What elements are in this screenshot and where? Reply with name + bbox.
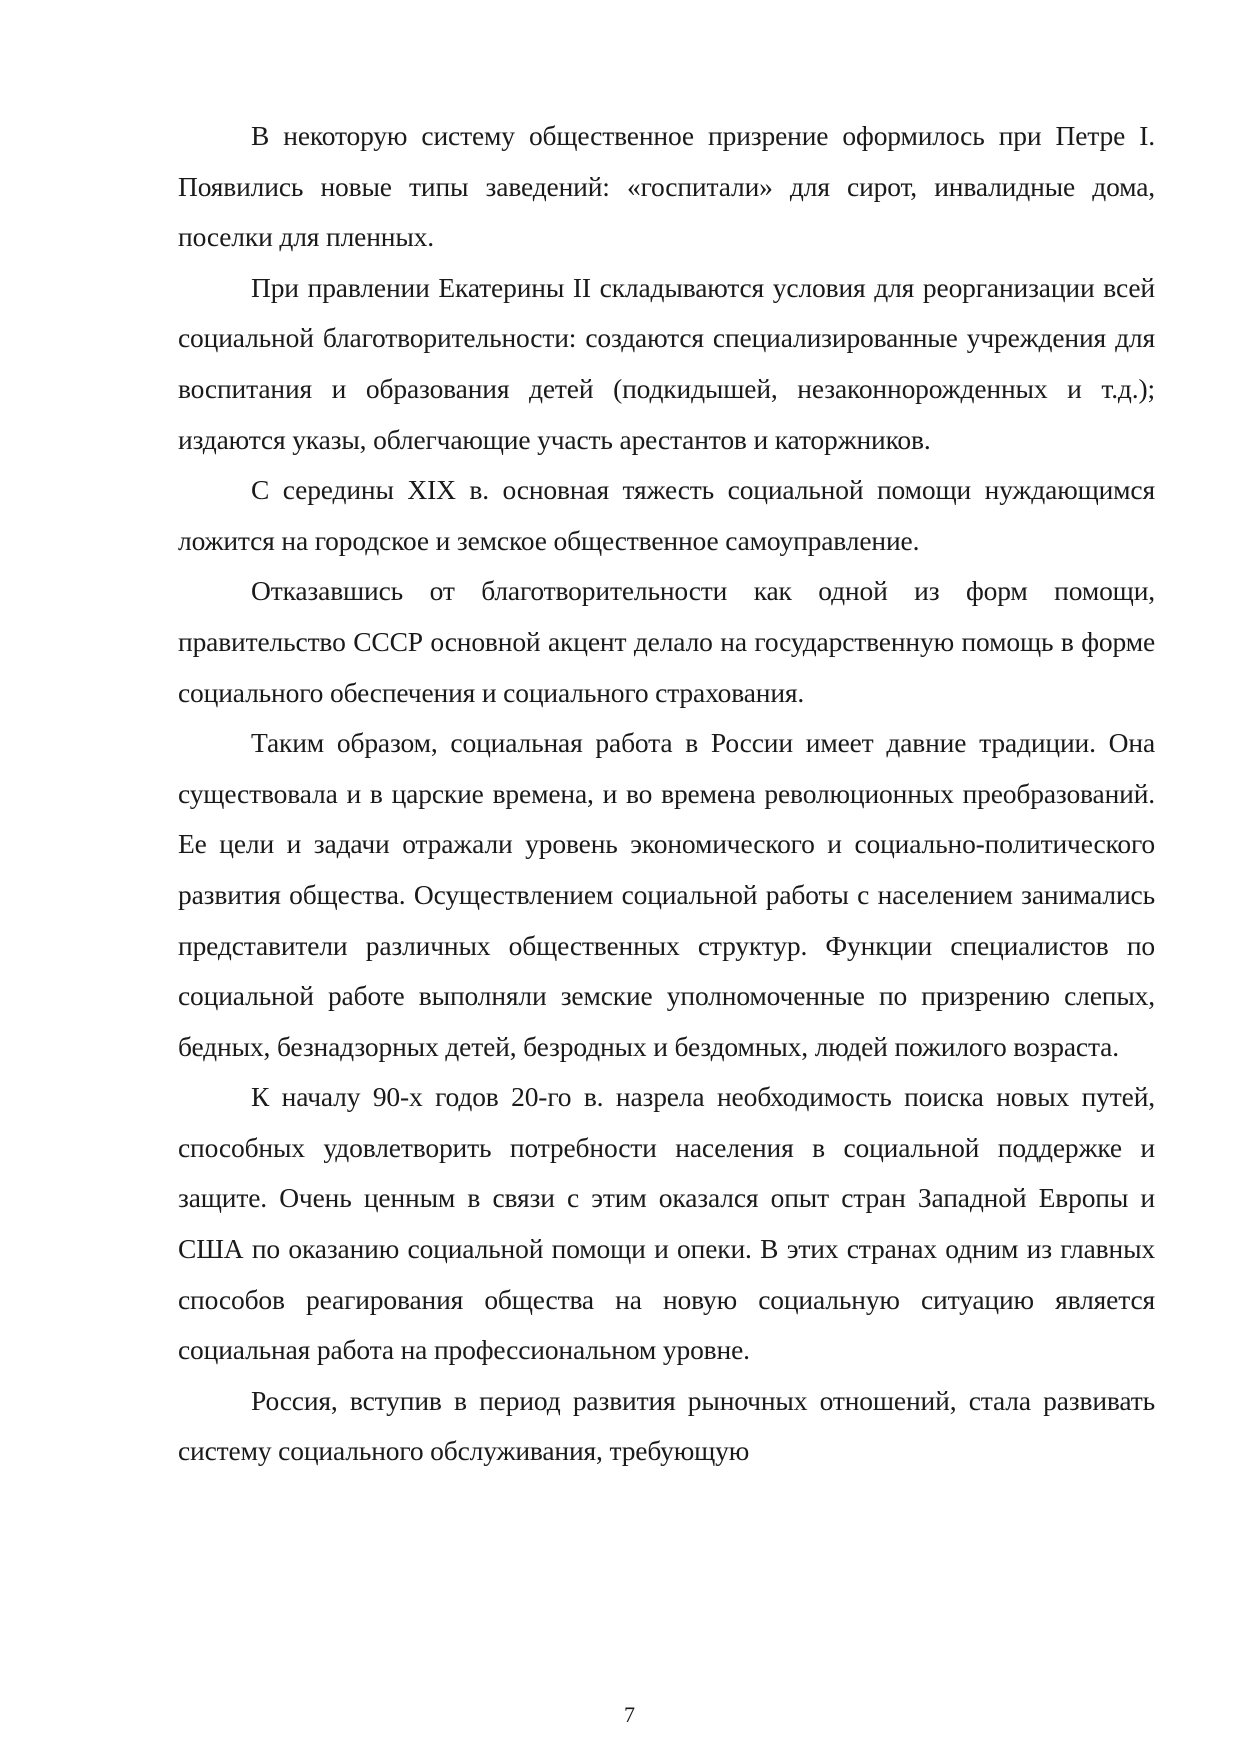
paragraph-2: При правлении Екатерины II складываются условия для реорганизации всей социальной благотворительности: создаются специализированные учреждения для воспитания и образования детей (подкидышей, незаконнорожденных и т.д.); издаются указы, облегчающие участь арестантов и каторжников. (178, 271, 1155, 455)
paragraph-7: Россия, вступив в период развития рыночных отношений, стала развивать систему социального обслуживания, требующую (178, 1384, 1155, 1467)
page-number: 7 (624, 1702, 635, 1727)
paragraph-1: В некоторую систему общественное призрение оформилось при Петре I. Появились новые типы заведений: «госпитали» для сирот, инвалидные дома, поселки для пленных. (178, 120, 1155, 253)
paragraph-6: К началу 90-х годов 20-го в. назрела необходимость поиска новых путей, способных удовлетворить потребности населения в социальной поддержке и защите. Очень ценным в связи с этим оказался опыт стран Западной Европы и США по оказанию социальной помощи и опеки. В этих странах одним из главных способов реагирования общества на новую социальную ситуацию является социальная работа на профессиональном уровне. (178, 1081, 1155, 1366)
paragraph-5: Таким образом, социальная работа в России имеет давние традиции. Она существовала и в царские времена, и во времена революционных преобразований. Ее цели и задачи отражали уровень экономического и социально-политического развития общества. Осуществлением социальной работы с населением занимались представители различных общественных структур. Функции специалистов по социальной работе выполняли земские уполномоченные по призрению слепых, бедных, безнадзорных детей, безродных и бездомных, людей пожилого возраста. (178, 727, 1155, 1062)
document-page (178, 111, 1155, 1477)
paragraph-4: Отказавшись от благотворительности как одной из форм помощи, правительство СССР основной акцент делало на государственную помощь в форме социального обеспечения и социального страхования. (178, 575, 1155, 708)
paragraph-3: С середины XIX в. основная тяжесть социальной помощи нуждающимся ложится на городское и земское общественное самоуправление. (178, 474, 1155, 556)
